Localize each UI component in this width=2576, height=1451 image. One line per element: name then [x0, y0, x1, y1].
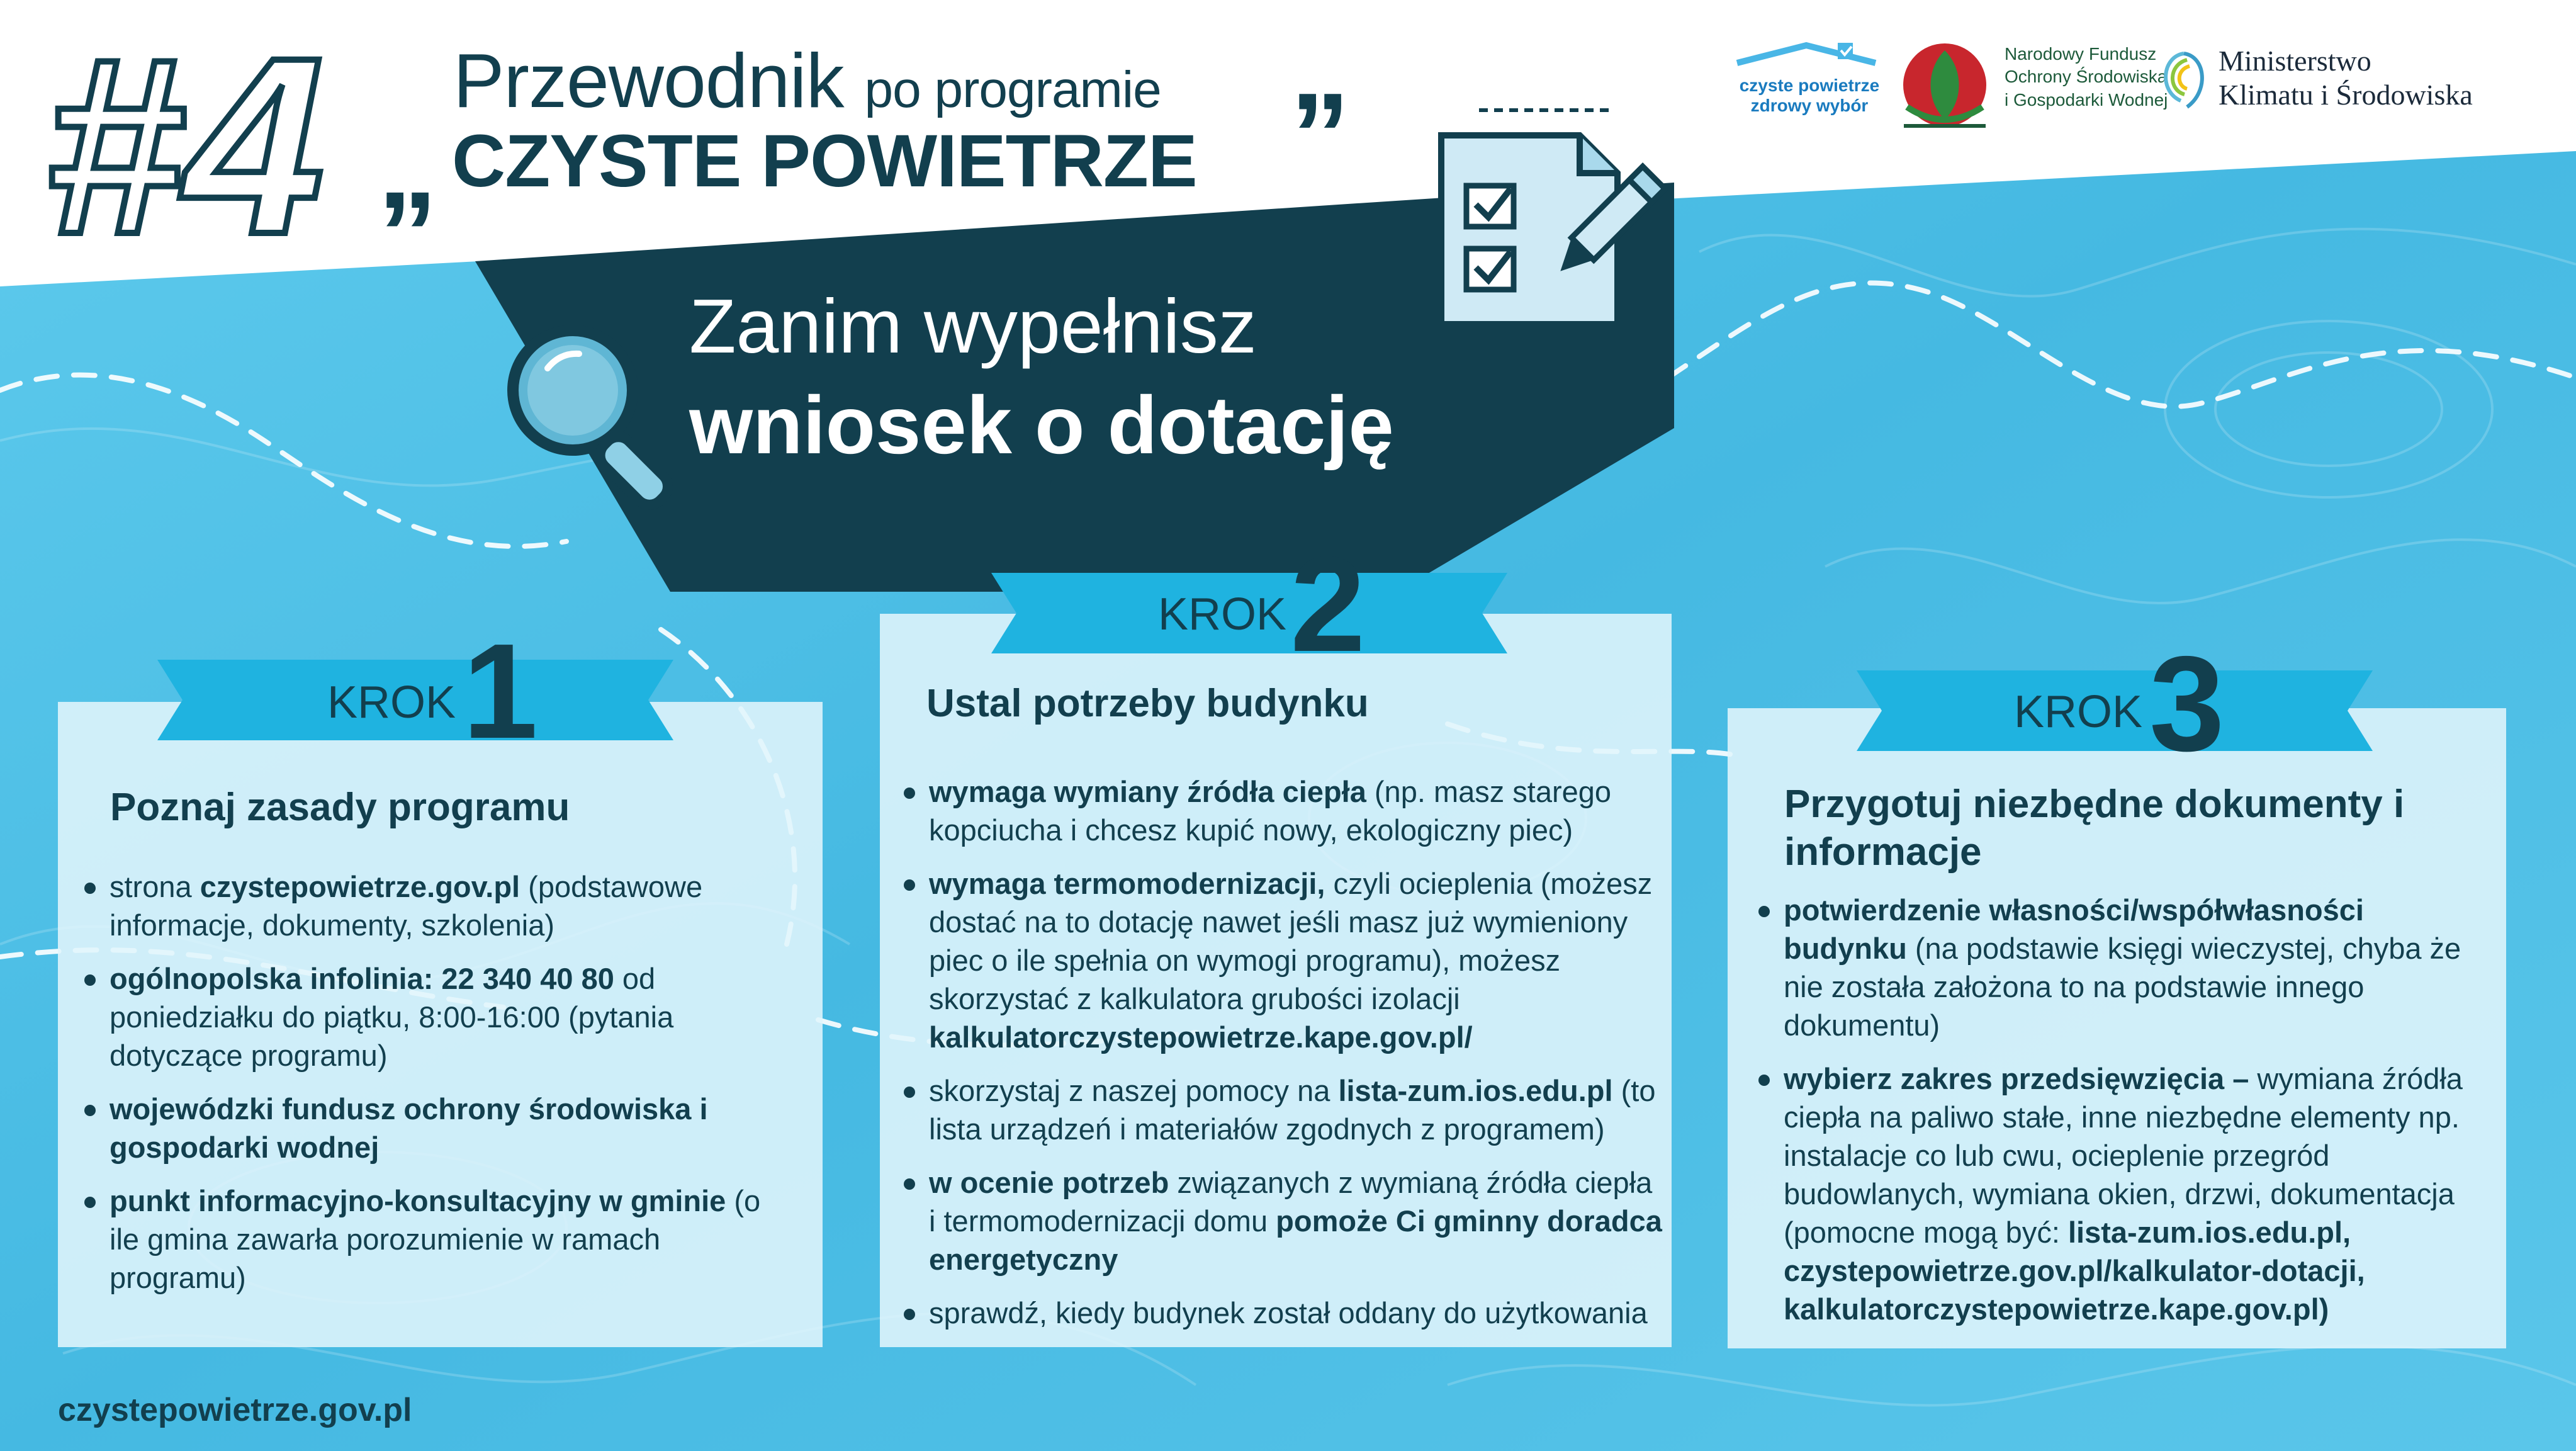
list-item: punkt informacyjno-konsultacyjny w gminie (o ile gmina zawarła porozumienie w ramach programu)	[82, 1182, 787, 1297]
step-3-list	[1756, 891, 2492, 1343]
step-3-number: 3	[2149, 628, 2225, 779]
subtitle-line2: wniosek o dotację	[689, 379, 1394, 471]
footer-website-link[interactable]: czystepowietrze.gov.pl	[58, 1392, 412, 1428]
magnifier-icon	[491, 308, 699, 516]
quote-close: ”	[1290, 69, 1350, 202]
step-2-krok-label: KROK	[1158, 589, 1287, 640]
subtitle-line1: Zanim wypełnisz	[689, 283, 1257, 369]
number-badge-text: #4	[44, 13, 324, 277]
logo-ministerstwo	[2219, 44, 2473, 113]
pencil-icon	[1536, 157, 1674, 296]
logo-nf-line1: Narodowy Fundusz	[2005, 44, 2157, 64]
list-item: wymaga termomodernizacji, czyli ocieplenia (możesz dostać na to dotację nawet jeśli masz już wymieniony piec o ile spełnia on wymogi programu), możesz skorzystać z kalkulatora grubości izolacji kalkulatorczystepowietrze.kape.gov.pl/	[901, 864, 1663, 1056]
list-item: w ocenie potrzeb związanych z wymianą źródła ciepła i termomodernizacji domu pomoże Ci gminny doradca energetyczny	[901, 1163, 1663, 1279]
list-item: strona czystepowietrze.gov.pl (podstawowe informacje, dokumenty, szkolenia)	[82, 867, 787, 944]
logo-cp-line2: zdrowy wybór	[1750, 96, 1869, 116]
number-badge	[44, 13, 397, 277]
title-part1: Przewodnik	[453, 38, 844, 123]
quote-open: „	[378, 100, 437, 234]
list-item: wojewódzki fundusz ochrony środowiska i gospodarki wodnej	[82, 1090, 787, 1166]
logo-nfosigw	[2005, 43, 2168, 111]
list-item: potwierdzenie własności/współwłasności budynku (na podstawie księgi wieczystej, chyba że nie została założona to na podstawie innego dokumentu)	[1756, 891, 2492, 1044]
list-item: ogólnopolska infolinia: 22 340 40 80 od poniedziałku do piątku, 8:00-16:00 (pytania dotyczące programu)	[82, 959, 787, 1075]
title-line2: CZYSTE POWIETRZE	[452, 120, 1197, 203]
step-1-list	[82, 867, 787, 1312]
nfosigw-emblem-icon	[1888, 38, 2001, 138]
logo-czyste-powietrze	[1715, 76, 1904, 116]
step-2-heading: Ustal potrzeby budynku	[926, 682, 1369, 725]
step-1-heading: Poznaj zasady programu	[110, 786, 570, 829]
step-1-krok-label: KROK	[327, 677, 456, 728]
logo-nf-line2: Ochrony Środowiska	[2005, 67, 2168, 87]
ministry-swirl-icon	[2149, 41, 2219, 123]
list-item: wymaga wymiany źródła ciepła (np. masz starego kopciucha i chcesz kupić nowy, ekologiczny piec)	[901, 772, 1663, 849]
step-2-number: 2	[1290, 528, 1366, 680]
step-1-number: 1	[463, 615, 538, 767]
step-2-list	[901, 772, 1663, 1347]
logo-mk-line1: Ministerstwo	[2219, 45, 2371, 77]
step-3-heading: Przygotuj niezbędne dokumenty i informacje	[1784, 782, 2405, 874]
list-item: wybierz zakres przedsięwzięcia – wymiana źródła ciepła na paliwo stałe, inne niezbędne elementy np. instalacje co lub cwu, ocieplenie przegród budowlanych, wymiana okien, drzwi, dokumentacja (pomocne mogą być: lista-zum.ios.edu.pl, czystepowietrze.gov.pl/kalkulator-dotacji, kalkulatorczystepowietrze.kape.gov.pl)	[1756, 1059, 2492, 1328]
step-3-krok-label: KROK	[2014, 687, 2143, 737]
list-item: sprawdź, kiedy budynek został oddany do użytkowania	[901, 1294, 1663, 1332]
logo-mk-line2: Klimatu i Środowiska	[2219, 79, 2473, 111]
logo-nf-line3: i Gospodarki Wodnej	[2005, 89, 2168, 110]
logo-cp-line1: czyste powietrze	[1739, 76, 1880, 95]
title-part2: po programie	[864, 61, 1161, 118]
title-line1	[453, 37, 1161, 125]
list-item: skorzystaj z naszej pomocy na lista-zum.ios.edu.pl (to lista urządzeń i materiałów zgodnych z programem)	[901, 1071, 1663, 1148]
